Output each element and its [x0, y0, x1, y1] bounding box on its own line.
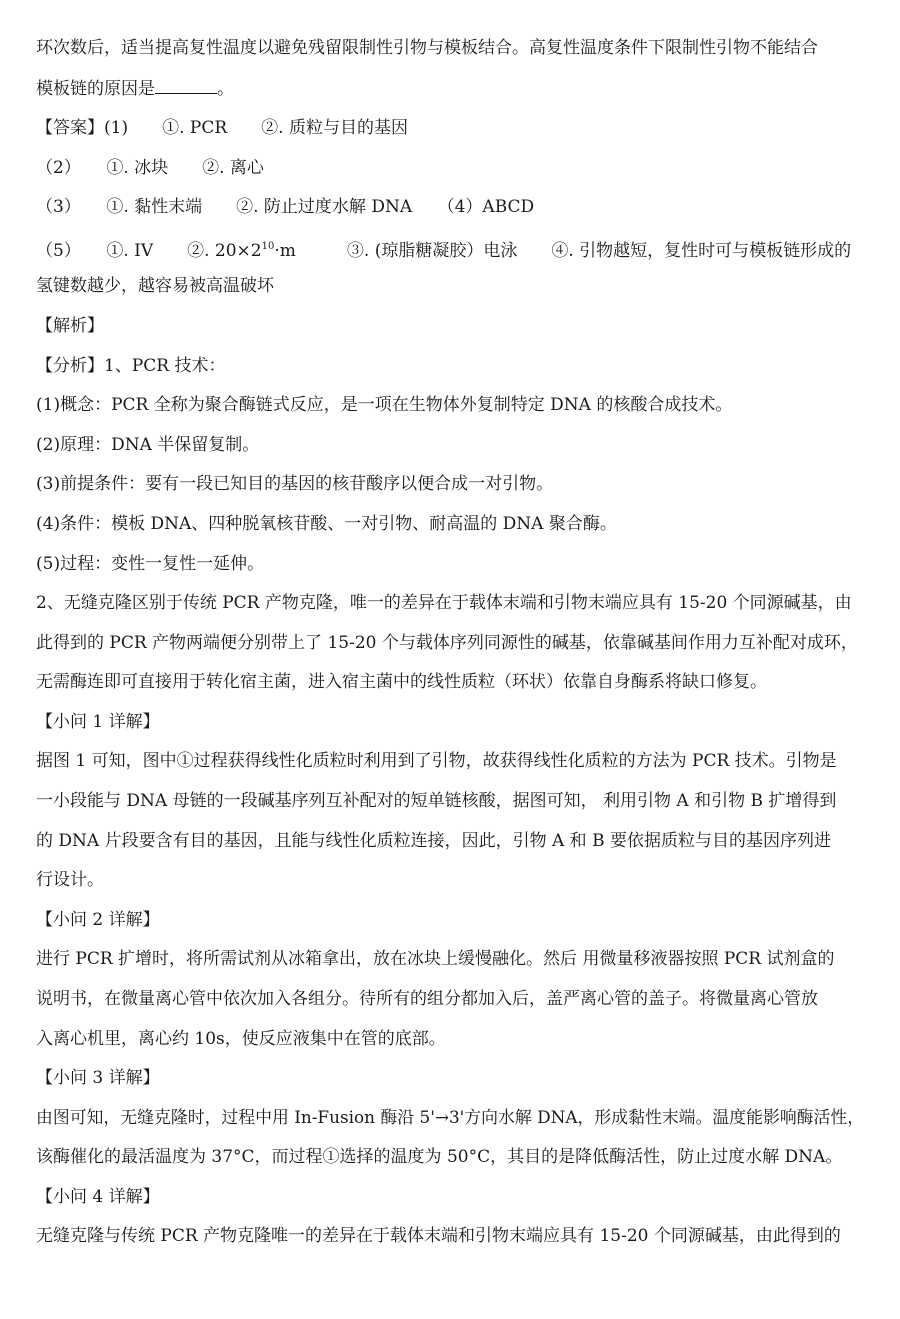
q1-heading: 【小问 1 详解】 [36, 712, 160, 732]
intro-line-2-text: 模板链的原因是 [36, 79, 155, 99]
intro-line-1: 环次数后，适当提高复性温度以避免残留限制性引物与模板结合。高复性温度条件下限制性引物不能结合 [36, 38, 818, 58]
analysis-p2-line-1: 2、无缝克隆区别于传统 PCR 产物克隆，唯一的差异在于载体末端和引物末端应具有 15-20 个同源碱基，由 [36, 593, 852, 613]
q2-line-1: 进行 PCR 扩增时，将所需试剂从冰箱拿出，放在冰块上缓慢融化。然后 用微量移液器按照 PCR 试剂盒的 [36, 949, 835, 969]
answer-row-2: （2） ①. 冰块 ②. 离心 [36, 158, 264, 178]
q1-line-2: 一小段能与 DNA 母链的一段碱基序列互补配对的短单链核酸，据图可知， 利用引物 A 和引物 B 扩增得到 [36, 791, 837, 811]
analysis-subheading: 【分析】1、PCR 技术： [36, 356, 226, 376]
intro-line-2 [36, 78, 234, 98]
q1-line-3: 的 DNA 片段要含有目的基因，且能与线性化质粒连接，因此，引物 A 和 B 要依据质粒与目的基因序列进 [36, 831, 831, 851]
analysis-p2-line-3: 无需酶连即可直接用于转化宿主菌，进入宿主菌中的线性质粒（环状）依靠自身酶系将缺口修复。 [36, 672, 767, 692]
answer-blank [155, 78, 217, 94]
answer-row-4-rest: ·m ③. (琼脂糖凝胶）电泳 ④. 引物越短，复性时可与模板链形成的 [274, 241, 852, 261]
q1-line-4: 行设计。 [36, 870, 104, 890]
q2-heading: 【小问 2 详解】 [36, 910, 160, 930]
answer-row-4 [36, 237, 852, 261]
analysis-item-5: (5)过程：变性一复性一延伸。 [36, 554, 265, 574]
q3-line-1: 由图可知，无缝克隆时，过程中用 In-Fusion 酶沿 5'→3'方向水解 DNA，形成黏性末端。温度能影响酶活性， [36, 1108, 865, 1128]
answer-row-1: 【答案】(1) ①. PCR ②. 质粒与目的基因 [36, 118, 408, 138]
intro-line-2-end: 。 [217, 79, 234, 99]
answer-row-4-start: （5） ①. IV ②. 20×2 [36, 241, 262, 261]
analysis-item-2: (2)原理：DNA 半保留复制。 [36, 435, 260, 455]
analysis-item-1: (1)概念：PCR 全称为聚合酶链式反应，是一项在生物体外复制特定 DNA 的核酸合成技术。 [36, 395, 733, 415]
answer-row-5: 氢键数越少，越容易被高温破坏 [36, 276, 274, 296]
analysis-heading: 【解析】 [36, 316, 104, 336]
q1-line-1: 据图 1 可知，图中①过程获得线性化质粒时利用到了引物，故获得线性化质粒的方法为 PCR 技术。引物是 [36, 751, 837, 771]
analysis-p2-line-2: 此得到的 PCR 产物两端便分别带上了 15-20 个与载体序列同源性的碱基，依靠碱基间作用力互补配对成环， [36, 633, 858, 653]
q4-heading: 【小问 4 详解】 [36, 1187, 160, 1207]
answer-row-4-exponent: 10 [261, 241, 275, 252]
q2-line-3: 入离心机里，离心约 10s，使反应液集中在管的底部。 [36, 1029, 446, 1049]
q2-line-2: 说明书，在微量离心管中依次加入各组分。待所有的组分都加入后，盖严离心管的盖子。将微量离心管放 [36, 989, 818, 1009]
q3-line-2: 该酶催化的最活温度为 37°C，而过程①选择的温度为 50°C，其目的是降低酶活性，防止过度水解 DNA。 [36, 1147, 843, 1167]
analysis-item-4: (4)条件：模板 DNA、四种脱氧核苷酸、一对引物、耐高温的 DNA 聚合酶。 [36, 514, 617, 534]
analysis-item-3: (3)前提条件：要有一段已知目的基因的核苷酸序以便合成一对引物。 [36, 474, 554, 494]
q3-heading: 【小问 3 详解】 [36, 1068, 160, 1088]
answer-row-3: （3） ①. 黏性末端 ②. 防止过度水解 DNA （4）ABCD [36, 197, 535, 217]
q4-line-1: 无缝克隆与传统 PCR 产物克隆唯一的差异在于载体末端和引物末端应具有 15-20 个同源碱基，由此得到的 [36, 1226, 841, 1246]
